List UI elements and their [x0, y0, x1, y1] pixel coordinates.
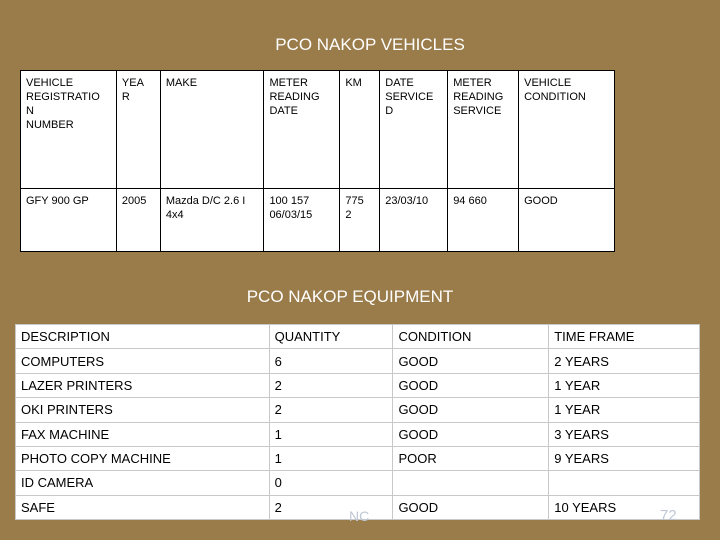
- vehicles-cell: 23/03/10: [380, 189, 448, 252]
- equipment-cell: COMPUTERS: [16, 349, 270, 373]
- equipment-cell: 3 YEARS: [549, 422, 700, 446]
- equipment-cell: LAZER PRINTERS: [16, 373, 270, 397]
- table-row: [16, 373, 700, 397]
- equipment-cell: GOOD: [393, 422, 549, 446]
- equipment-cell: OKI PRINTERS: [16, 398, 270, 422]
- equipment-cell: 9 YEARS: [549, 446, 700, 470]
- vehicles-cell: 2005: [116, 189, 160, 252]
- vehicles-header-cell: YEA R: [116, 71, 160, 189]
- vehicles-header-cell: DATE SERVICE D: [380, 71, 448, 189]
- vehicles-header-cell: VEHICLE REGISTRATIO N NUMBER: [21, 71, 117, 189]
- equipment-header-cell: TIME FRAME: [549, 325, 700, 349]
- equipment-cell: 2 YEARS: [549, 349, 700, 373]
- footer-watermark: NC: [349, 508, 370, 524]
- equipment-cell: 1: [269, 446, 393, 470]
- table-row: [16, 471, 700, 495]
- equipment-cell: 0: [269, 471, 393, 495]
- equipment-cell: 6: [269, 349, 393, 373]
- vehicles-header-cell: KM: [340, 71, 380, 189]
- vehicles-header-cell: VEHICLE CONDITION: [519, 71, 615, 189]
- table-row: [16, 349, 700, 373]
- page-number: 72: [660, 507, 677, 524]
- vehicles-cell: 775 2: [340, 189, 380, 252]
- equipment-cell: PHOTO COPY MACHINE: [16, 446, 270, 470]
- equipment-cell: 1: [269, 422, 393, 446]
- equipment-cell: 1 YEAR: [549, 373, 700, 397]
- vehicles-header-row: [21, 71, 615, 189]
- equipment-cell: GOOD: [393, 349, 549, 373]
- equipment-cell: 10 YEARS: [549, 495, 700, 519]
- equipment-cell: POOR: [393, 446, 549, 470]
- equipment-header-row: [16, 325, 700, 349]
- vehicles-cell: GFY 900 GP: [21, 189, 117, 252]
- equipment-cell: GOOD: [393, 495, 549, 519]
- equipment-cell: GOOD: [393, 373, 549, 397]
- equipment-cell: 2: [269, 373, 393, 397]
- vehicles-header-cell: MAKE: [160, 71, 264, 189]
- vehicles-cell: GOOD: [519, 189, 615, 252]
- equipment-header-cell: CONDITION: [393, 325, 549, 349]
- table-row: [16, 422, 700, 446]
- equipment-cell: 2: [269, 398, 393, 422]
- equipment-cell: GOOD: [393, 398, 549, 422]
- vehicles-header-cell: METER READING SERVICE: [448, 71, 519, 189]
- equipment-cell: [549, 471, 700, 495]
- equipment-cell: 2: [269, 495, 393, 519]
- equipment-title: PCO NAKOP EQUIPMENT: [246, 287, 454, 306]
- equipment-header-cell: QUANTITY: [269, 325, 393, 349]
- equipment-cell: 1 YEAR: [549, 398, 700, 422]
- equipment-cell: [393, 471, 549, 495]
- table-row: [16, 446, 700, 470]
- vehicles-header-cell: METER READING DATE: [264, 71, 340, 189]
- table-row: [21, 189, 615, 252]
- table-row: [16, 398, 700, 422]
- equipment-cell: SAFE: [16, 495, 270, 519]
- vehicles-cell: 100 157 06/03/15: [264, 189, 340, 252]
- equipment-header-cell: DESCRIPTION: [16, 325, 270, 349]
- vehicles-cell: 94 660: [448, 189, 519, 252]
- vehicles-cell: Mazda D/C 2.6 I 4x4: [160, 189, 264, 252]
- vehicles-title: PCO NAKOP VEHICLES: [275, 35, 465, 54]
- vehicles-table: [20, 70, 615, 252]
- equipment-table: [15, 324, 700, 520]
- equipment-cell: FAX MACHINE: [16, 422, 270, 446]
- equipment-cell: ID CAMERA: [16, 471, 270, 495]
